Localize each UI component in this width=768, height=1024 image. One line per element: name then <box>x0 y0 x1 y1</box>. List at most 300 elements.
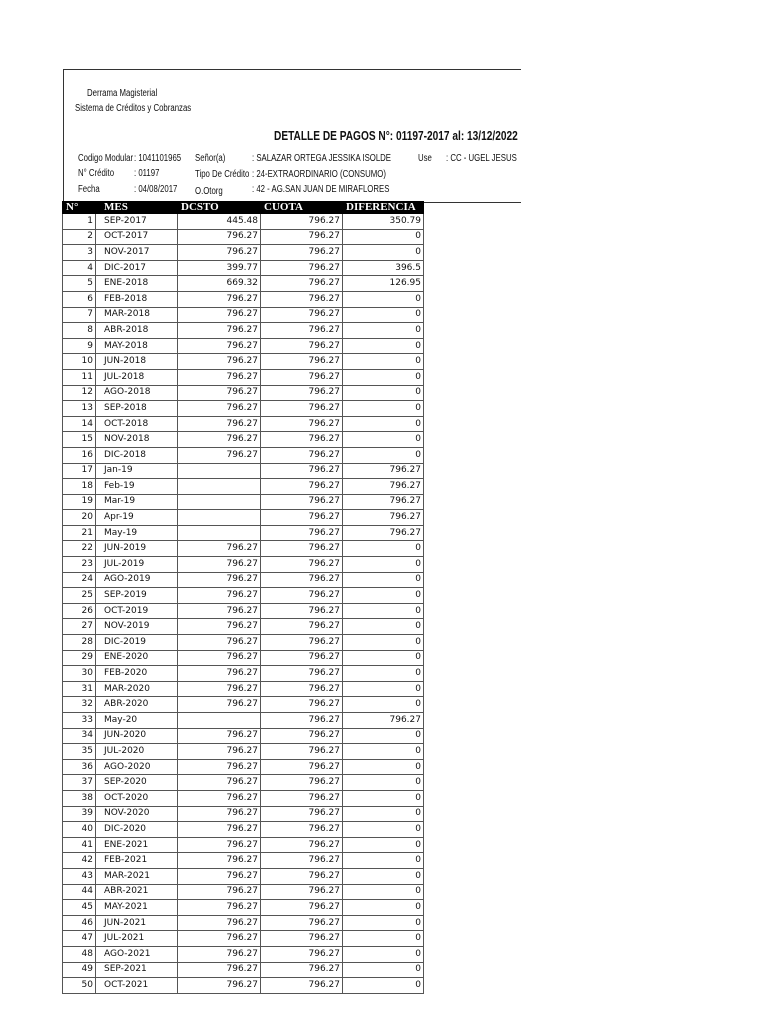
table-row <box>63 619 424 635</box>
month-cell: ENE-2021 <box>96 837 178 853</box>
row-number: 27 <box>63 619 96 635</box>
month-cell: May-19 <box>96 525 178 541</box>
table-row <box>63 853 424 869</box>
row-number: 39 <box>63 806 96 822</box>
cuota-cell: 796.27 <box>261 619 343 635</box>
month-cell: ABR-2018 <box>96 323 178 339</box>
row-number: 15 <box>63 432 96 448</box>
cuota-cell: 796.27 <box>261 603 343 619</box>
descuento-cell: 796.27 <box>178 775 261 791</box>
row-number: 50 <box>63 978 96 994</box>
table-row <box>63 884 424 900</box>
cuota-cell: 796.27 <box>261 432 343 448</box>
diferencia-cell: 796.27 <box>343 494 424 510</box>
column-header-dcsto: DCSTO <box>178 202 261 214</box>
descuento-cell: 796.27 <box>178 853 261 869</box>
descuento-cell: 796.27 <box>178 635 261 651</box>
descuento-cell: 796.27 <box>178 416 261 432</box>
month-cell: SEP-2018 <box>96 401 178 417</box>
table-row <box>63 385 424 401</box>
diferencia-cell: 0 <box>343 432 424 448</box>
row-number: 30 <box>63 666 96 682</box>
row-number: 5 <box>63 276 96 292</box>
descuento-cell: 796.27 <box>178 790 261 806</box>
diferencia-cell: 396.5 <box>343 260 424 276</box>
cuota-cell: 796.27 <box>261 868 343 884</box>
month-cell: DIC-2018 <box>96 447 178 463</box>
descuento-cell: 796.27 <box>178 681 261 697</box>
diferencia-cell: 0 <box>343 401 424 417</box>
diferencia-cell: 0 <box>343 697 424 713</box>
codigo-label: Codigo Modular <box>78 153 134 164</box>
cuota-cell: 796.27 <box>261 946 343 962</box>
descuento-cell: 796.27 <box>178 603 261 619</box>
cuota-cell: 796.27 <box>261 557 343 573</box>
month-cell: JUL-2021 <box>96 931 178 947</box>
cuota-cell: 796.27 <box>261 447 343 463</box>
diferencia-cell: 796.27 <box>343 479 424 495</box>
descuento-cell: 796.27 <box>178 915 261 931</box>
row-number: 21 <box>63 525 96 541</box>
descuento-cell: 796.27 <box>178 931 261 947</box>
month-cell: OCT-2021 <box>96 978 178 994</box>
diferencia-cell: 0 <box>343 369 424 385</box>
cuota-cell: 796.27 <box>261 354 343 370</box>
row-number: 37 <box>63 775 96 791</box>
table-row <box>63 307 424 323</box>
table-row <box>63 260 424 276</box>
month-cell: May-20 <box>96 713 178 729</box>
row-number: 38 <box>63 790 96 806</box>
descuento-cell <box>178 713 261 729</box>
cuota-cell: 796.27 <box>261 915 343 931</box>
row-number: 17 <box>63 463 96 479</box>
cuota-cell: 796.27 <box>261 759 343 775</box>
row-number: 22 <box>63 541 96 557</box>
column-header-diferencia: DIFERENCIA <box>343 202 424 214</box>
column-header-mes: MES <box>96 202 178 214</box>
table-row <box>63 915 424 931</box>
descuento-cell: 796.27 <box>178 245 261 261</box>
diferencia-cell: 0 <box>343 822 424 838</box>
table-row <box>63 557 424 573</box>
descuento-cell: 796.27 <box>178 884 261 900</box>
table-row <box>63 401 424 417</box>
cuota-cell: 796.27 <box>261 525 343 541</box>
row-number: 14 <box>63 416 96 432</box>
org-name: Derrama Magisterial <box>87 88 158 99</box>
column-header-cuota: CUOTA <box>261 202 343 214</box>
diferencia-cell: 0 <box>343 806 424 822</box>
diferencia-cell: 0 <box>343 572 424 588</box>
cuota-cell: 796.27 <box>261 401 343 417</box>
table-row <box>63 603 424 619</box>
cuota-cell: 796.27 <box>261 588 343 604</box>
table-row <box>63 775 424 791</box>
cuota-cell: 796.27 <box>261 369 343 385</box>
month-cell: NOV-2019 <box>96 619 178 635</box>
cuota-cell: 796.27 <box>261 775 343 791</box>
descuento-cell <box>178 494 261 510</box>
diferencia-cell: 126.95 <box>343 276 424 292</box>
table-row <box>63 525 424 541</box>
descuento-cell: 796.27 <box>178 978 261 994</box>
diferencia-cell: 350.79 <box>343 214 424 230</box>
row-number: 49 <box>63 962 96 978</box>
table-row <box>63 338 424 354</box>
descuento-cell: 796.27 <box>178 572 261 588</box>
month-cell: JUL-2019 <box>96 557 178 573</box>
cuota-cell: 796.27 <box>261 229 343 245</box>
table-row <box>63 681 424 697</box>
diferencia-cell: 0 <box>343 291 424 307</box>
month-cell: MAY-2018 <box>96 338 178 354</box>
cuota-cell: 796.27 <box>261 650 343 666</box>
cuota-cell: 796.27 <box>261 744 343 760</box>
diferencia-cell: 0 <box>343 557 424 573</box>
month-cell: Mar-19 <box>96 494 178 510</box>
row-number: 41 <box>63 837 96 853</box>
table-row <box>63 790 424 806</box>
diferencia-cell: 0 <box>343 868 424 884</box>
table-row <box>63 447 424 463</box>
descuento-cell: 796.27 <box>178 354 261 370</box>
table-row <box>63 650 424 666</box>
table-row <box>63 323 424 339</box>
descuento-cell: 796.27 <box>178 806 261 822</box>
month-cell: MAY-2021 <box>96 900 178 916</box>
credito-value: : 01197 <box>134 168 160 179</box>
row-number: 45 <box>63 900 96 916</box>
row-number: 6 <box>63 291 96 307</box>
table-row <box>63 900 424 916</box>
cuota-cell: 796.27 <box>261 666 343 682</box>
row-number: 9 <box>63 338 96 354</box>
month-cell: OCT-2018 <box>96 416 178 432</box>
cuota-cell: 796.27 <box>261 806 343 822</box>
table-row <box>63 759 424 775</box>
diferencia-cell: 0 <box>343 603 424 619</box>
descuento-cell: 796.27 <box>178 323 261 339</box>
codigo-value: : 1041101965 <box>134 153 182 164</box>
descuento-cell: 796.27 <box>178 868 261 884</box>
descuento-cell: 796.27 <box>178 822 261 838</box>
row-number: 36 <box>63 759 96 775</box>
table-row <box>63 245 424 261</box>
diferencia-cell: 0 <box>343 447 424 463</box>
row-number: 18 <box>63 479 96 495</box>
row-number: 8 <box>63 323 96 339</box>
column-header-number: N° <box>63 202 96 214</box>
table-row <box>63 837 424 853</box>
descuento-cell: 796.27 <box>178 759 261 775</box>
cuota-cell: 796.27 <box>261 338 343 354</box>
month-cell: AGO-2020 <box>96 759 178 775</box>
cuota-cell: 796.27 <box>261 884 343 900</box>
descuento-cell: 796.27 <box>178 962 261 978</box>
table-row <box>63 635 424 651</box>
org-system: Sistema de Créditos y Cobranzas <box>75 103 192 114</box>
cuota-cell: 796.27 <box>261 385 343 401</box>
row-number: 10 <box>63 354 96 370</box>
table-row <box>63 822 424 838</box>
month-cell: SEP-2019 <box>96 588 178 604</box>
cuota-cell: 796.27 <box>261 307 343 323</box>
cuota-cell: 796.27 <box>261 837 343 853</box>
month-cell: MAR-2021 <box>96 868 178 884</box>
month-cell: FEB-2021 <box>96 853 178 869</box>
row-number: 29 <box>63 650 96 666</box>
descuento-cell: 399.77 <box>178 260 261 276</box>
cuota-cell: 796.27 <box>261 790 343 806</box>
diferencia-cell: 0 <box>343 229 424 245</box>
descuento-cell: 796.27 <box>178 557 261 573</box>
table-row <box>63 697 424 713</box>
diferencia-cell: 0 <box>343 962 424 978</box>
diferencia-cell: 0 <box>343 744 424 760</box>
table-row <box>63 494 424 510</box>
descuento-cell <box>178 510 261 526</box>
descuento-cell: 796.27 <box>178 588 261 604</box>
cuota-cell: 796.27 <box>261 463 343 479</box>
fecha-value: : 04/08/2017 <box>134 184 178 195</box>
table-row <box>63 214 424 230</box>
diferencia-cell: 796.27 <box>343 510 424 526</box>
tipo-label: Tipo De Crédito <box>195 169 250 180</box>
table-row <box>63 728 424 744</box>
table-row <box>63 588 424 604</box>
table-row <box>63 946 424 962</box>
cuota-cell: 796.27 <box>261 697 343 713</box>
descuento-cell <box>178 479 261 495</box>
month-cell: NOV-2020 <box>96 806 178 822</box>
descuento-cell <box>178 525 261 541</box>
cuota-cell: 796.27 <box>261 291 343 307</box>
month-cell: SEP-2020 <box>96 775 178 791</box>
table-row <box>63 572 424 588</box>
table-row <box>63 416 424 432</box>
diferencia-cell: 796.27 <box>343 713 424 729</box>
table-row <box>63 713 424 729</box>
month-cell: NOV-2017 <box>96 245 178 261</box>
diferencia-cell: 0 <box>343 837 424 853</box>
descuento-cell: 796.27 <box>178 619 261 635</box>
diferencia-cell: 0 <box>343 946 424 962</box>
month-cell: ENE-2020 <box>96 650 178 666</box>
row-number: 4 <box>63 260 96 276</box>
descuento-cell: 796.27 <box>178 650 261 666</box>
cuota-cell: 796.27 <box>261 276 343 292</box>
descuento-cell: 796.27 <box>178 432 261 448</box>
month-cell: SEP-2017 <box>96 214 178 230</box>
diferencia-cell: 0 <box>343 307 424 323</box>
use-value: : CC - UGEL JESUS <box>446 153 517 164</box>
diferencia-cell: 0 <box>343 541 424 557</box>
table-body <box>63 214 424 994</box>
table-row <box>63 806 424 822</box>
row-number: 11 <box>63 369 96 385</box>
senor-value: : SALAZAR ORTEGA JESSIKA ISOLDE <box>252 153 392 164</box>
diferencia-cell: 0 <box>343 666 424 682</box>
diferencia-cell: 0 <box>343 619 424 635</box>
cuota-cell: 796.27 <box>261 978 343 994</box>
cuota-cell: 796.27 <box>261 479 343 495</box>
cuota-cell: 796.27 <box>261 572 343 588</box>
row-number: 2 <box>63 229 96 245</box>
diferencia-cell: 0 <box>343 900 424 916</box>
row-number: 32 <box>63 697 96 713</box>
month-cell: OCT-2020 <box>96 790 178 806</box>
month-cell: ENE-2018 <box>96 276 178 292</box>
month-cell: JUN-2021 <box>96 915 178 931</box>
month-cell: JUL-2018 <box>96 369 178 385</box>
descuento-cell: 796.27 <box>178 946 261 962</box>
otorg-value: : 42 - AG.SAN JUAN DE MIRAFLORES <box>252 184 390 195</box>
table-row <box>63 276 424 292</box>
month-cell: AGO-2021 <box>96 946 178 962</box>
table-row <box>63 432 424 448</box>
cuota-cell: 796.27 <box>261 728 343 744</box>
month-cell: JUN-2019 <box>96 541 178 557</box>
cuota-cell: 796.27 <box>261 713 343 729</box>
descuento-cell: 796.27 <box>178 385 261 401</box>
cuota-cell: 796.27 <box>261 900 343 916</box>
row-number: 20 <box>63 510 96 526</box>
month-cell: AGO-2019 <box>96 572 178 588</box>
diferencia-cell: 0 <box>343 354 424 370</box>
cuota-cell: 796.27 <box>261 416 343 432</box>
table-row <box>63 666 424 682</box>
table-row <box>63 291 424 307</box>
table-row <box>63 962 424 978</box>
row-number: 35 <box>63 744 96 760</box>
diferencia-cell: 0 <box>343 323 424 339</box>
row-number: 43 <box>63 868 96 884</box>
cuota-cell: 796.27 <box>261 323 343 339</box>
descuento-cell: 796.27 <box>178 447 261 463</box>
row-number: 48 <box>63 946 96 962</box>
table-row <box>63 229 424 245</box>
use-label: Use <box>418 153 432 164</box>
table-row <box>63 479 424 495</box>
descuento-cell: 796.27 <box>178 541 261 557</box>
month-cell: OCT-2019 <box>96 603 178 619</box>
diferencia-cell: 0 <box>343 635 424 651</box>
descuento-cell: 669.32 <box>178 276 261 292</box>
diferencia-cell: 0 <box>343 978 424 994</box>
diferencia-cell: 0 <box>343 650 424 666</box>
month-cell: JUN-2018 <box>96 354 178 370</box>
table-row <box>63 744 424 760</box>
diferencia-cell: 0 <box>343 775 424 791</box>
diferencia-cell: 0 <box>343 588 424 604</box>
month-cell: Apr-19 <box>96 510 178 526</box>
senor-label: Señor(a) <box>195 153 226 164</box>
month-cell: Jan-19 <box>96 463 178 479</box>
document-title: DETALLE DE PAGOS N°: 01197-2017 al: 13/12/2022 <box>274 128 518 143</box>
payments-table <box>62 201 424 994</box>
descuento-cell: 796.27 <box>178 728 261 744</box>
month-cell: Feb-19 <box>96 479 178 495</box>
row-number: 33 <box>63 713 96 729</box>
table-row <box>63 463 424 479</box>
descuento-cell: 796.27 <box>178 744 261 760</box>
row-number: 13 <box>63 401 96 417</box>
descuento-cell: 796.27 <box>178 837 261 853</box>
cuota-cell: 796.27 <box>261 260 343 276</box>
diferencia-cell: 0 <box>343 884 424 900</box>
month-cell: DIC-2019 <box>96 635 178 651</box>
cuota-cell: 796.27 <box>261 510 343 526</box>
month-cell: SEP-2021 <box>96 962 178 978</box>
table-row <box>63 868 424 884</box>
month-cell: MAR-2018 <box>96 307 178 323</box>
month-cell: NOV-2018 <box>96 432 178 448</box>
month-cell: DIC-2020 <box>96 822 178 838</box>
diferencia-cell: 0 <box>343 385 424 401</box>
cuota-cell: 796.27 <box>261 635 343 651</box>
row-number: 44 <box>63 884 96 900</box>
descuento-cell: 445.48 <box>178 214 261 230</box>
row-number: 12 <box>63 385 96 401</box>
descuento-cell <box>178 463 261 479</box>
cuota-cell: 796.27 <box>261 931 343 947</box>
diferencia-cell: 0 <box>343 416 424 432</box>
diferencia-cell: 796.27 <box>343 463 424 479</box>
table-row <box>63 369 424 385</box>
descuento-cell: 796.27 <box>178 229 261 245</box>
cuota-cell: 796.27 <box>261 214 343 230</box>
month-cell: JUN-2020 <box>96 728 178 744</box>
descuento-cell: 796.27 <box>178 697 261 713</box>
row-number: 34 <box>63 728 96 744</box>
month-cell: JUL-2020 <box>96 744 178 760</box>
diferencia-cell: 0 <box>343 931 424 947</box>
diferencia-cell: 0 <box>343 681 424 697</box>
diferencia-cell: 0 <box>343 728 424 744</box>
descuento-cell: 796.27 <box>178 900 261 916</box>
cuota-cell: 796.27 <box>261 245 343 261</box>
month-cell: ABR-2021 <box>96 884 178 900</box>
month-cell: FEB-2020 <box>96 666 178 682</box>
descuento-cell: 796.27 <box>178 307 261 323</box>
table-row <box>63 510 424 526</box>
table-row <box>63 931 424 947</box>
descuento-cell: 796.27 <box>178 338 261 354</box>
diferencia-cell: 796.27 <box>343 525 424 541</box>
descuento-cell: 796.27 <box>178 291 261 307</box>
table-row <box>63 354 424 370</box>
table-row <box>63 541 424 557</box>
row-number: 3 <box>63 245 96 261</box>
cuota-cell: 796.27 <box>261 822 343 838</box>
table-row <box>63 978 424 994</box>
diferencia-cell: 0 <box>343 759 424 775</box>
row-number: 26 <box>63 603 96 619</box>
diferencia-cell: 0 <box>343 853 424 869</box>
credito-label: N° Crédito <box>78 168 115 179</box>
diferencia-cell: 0 <box>343 338 424 354</box>
row-number: 46 <box>63 915 96 931</box>
cuota-cell: 796.27 <box>261 541 343 557</box>
row-number: 25 <box>63 588 96 604</box>
row-number: 16 <box>63 447 96 463</box>
cuota-cell: 796.27 <box>261 853 343 869</box>
table-header-row <box>63 202 424 214</box>
row-number: 42 <box>63 853 96 869</box>
row-number: 28 <box>63 635 96 651</box>
month-cell: MAR-2020 <box>96 681 178 697</box>
